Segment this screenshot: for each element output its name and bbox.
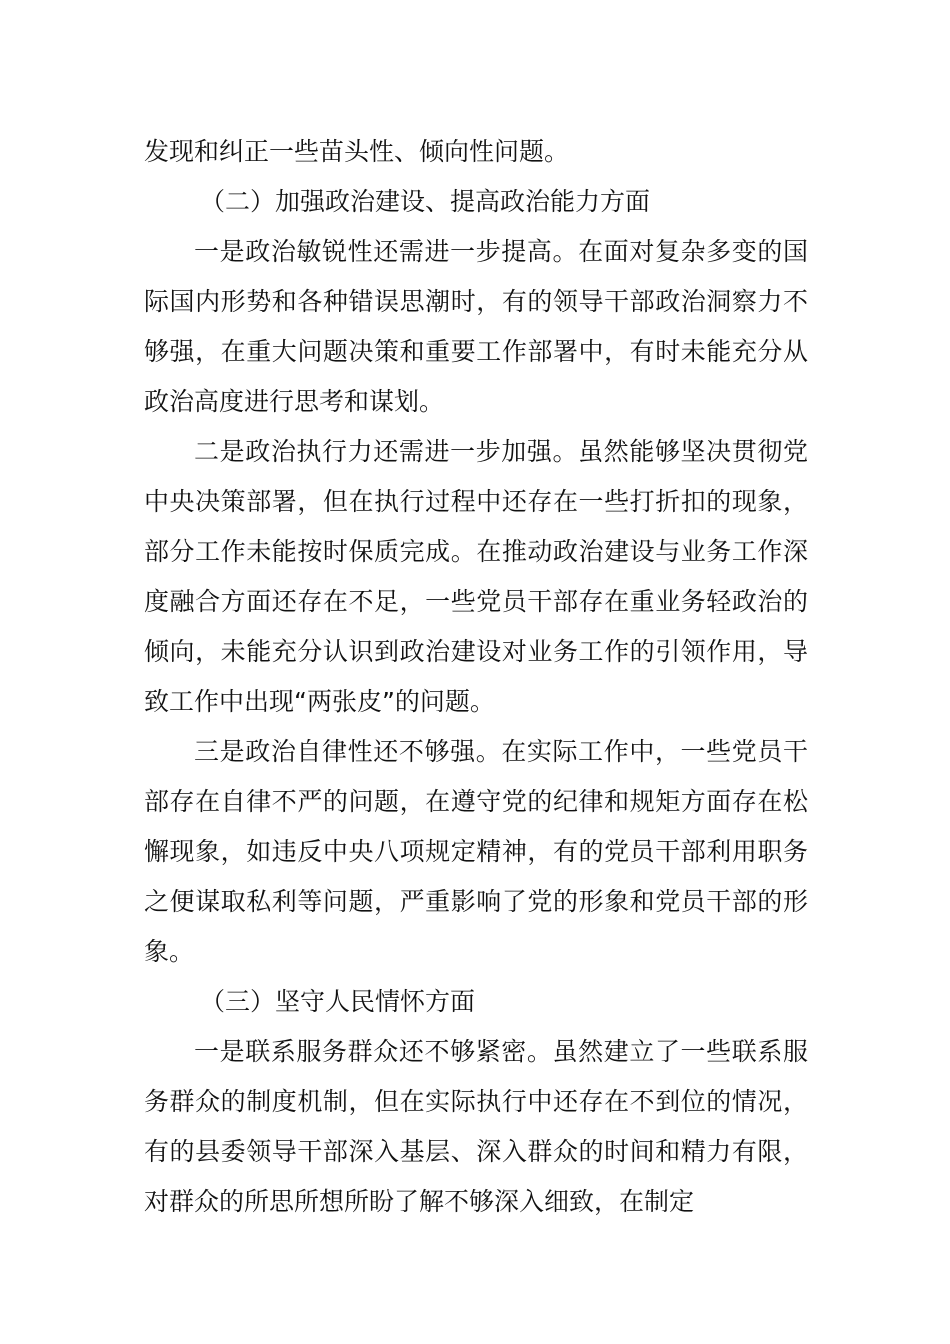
paragraph-political-sensitivity: 一是政治敏锐性还需进一步提高。在面对复杂多变的国际国内形势和各种错误思潮时，有的领导干部政治洞察力不够强，在重大问题决策和重要工作部署中，有时未能充分从政治高度进行思考和谋划。	[144, 237, 808, 416]
section-heading-3: （三）坚守人民情怀方面	[200, 987, 476, 1016]
section-heading-2: （二）加强政治建设、提高政治能力方面	[200, 187, 651, 216]
document-body	[144, 127, 808, 1227]
paragraph-political-self-discipline: 三是政治自律性还不够强。在实际工作中，一些党员干部存在自律不严的问题，在遵守党的纪律和规矩方面存在松懈现象，如违反中央八项规定精神，有的党员干部利用职务之便谋取私利等问题，严重影响了党的形象和党员干部的形象。	[144, 737, 808, 966]
paragraph-serving-masses: 一是联系服务群众还不够紧密。虽然建立了一些联系服务群众的制度机制，但在实际执行中还存在不到位的情况，有的县委领导干部深入基层、深入群众的时间和精力有限，对群众的所思所想所盼了解不够深入细致，在制定	[144, 1037, 808, 1216]
paragraph-continuation: 发现和纠正一些苗头性、倾向性问题。	[144, 137, 570, 166]
paragraph-political-execution: 二是政治执行力还需进一步加强。虽然能够坚决贯彻党中央决策部署，但在执行过程中还存在一些打折扣的现象，部分工作未能按时保质完成。在推动政治建设与业务工作深度融合方面还存在不足，一些党员干部存在重业务轻政治的倾向，未能充分认识到政治建设对业务工作的引领作用，导致工作中出现“两张皮”的问题。	[144, 437, 808, 716]
